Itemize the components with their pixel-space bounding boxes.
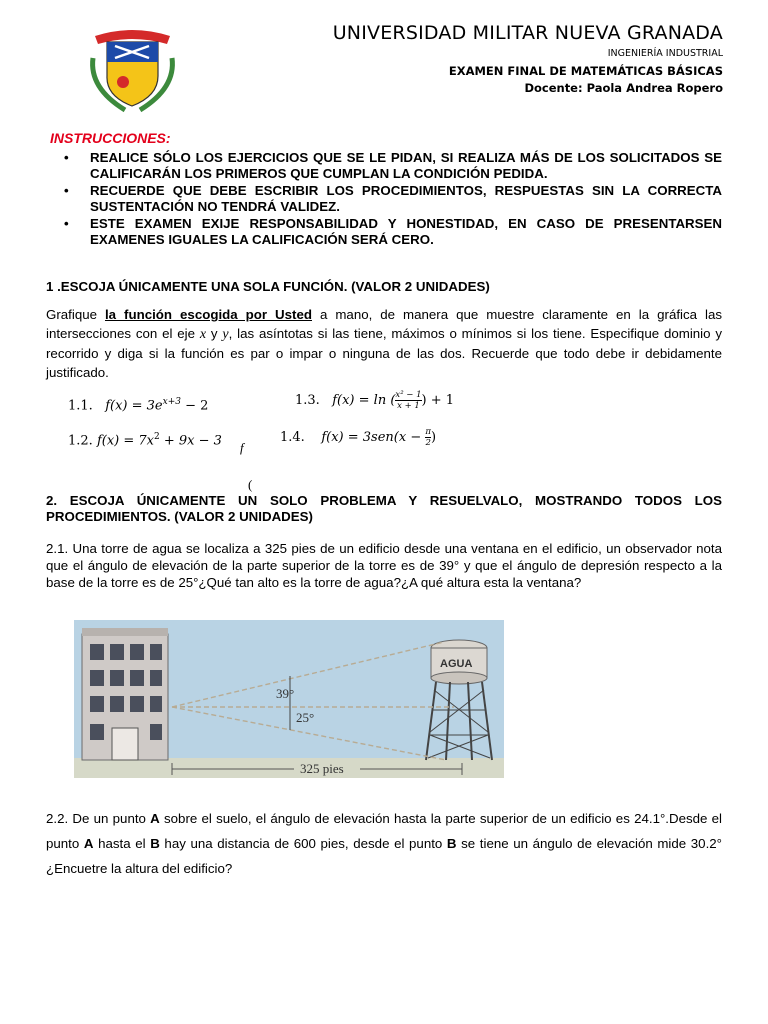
elevation-angle-label: 39° bbox=[276, 686, 295, 701]
function-1-1 bbox=[68, 397, 208, 413]
instructions-title: INSTRUCCIONES: bbox=[50, 130, 171, 146]
function-tail: ) bbox=[430, 430, 437, 445]
section1-title: 1 .ESCOJA ÚNICAMENTE UNA SOLA FUNCIÓN. (VALOR 2 UNIDADES) bbox=[46, 279, 490, 294]
function-1-2 bbox=[68, 432, 222, 448]
fraction-numerator: x² − 1 bbox=[395, 390, 422, 400]
function-tail: − 2 bbox=[180, 398, 209, 414]
function-expression: f(x) = 3e bbox=[105, 398, 163, 414]
depression-angle-label: 25° bbox=[296, 710, 315, 725]
stray-symbol-f: f bbox=[240, 440, 244, 455]
water-tower-figure bbox=[74, 620, 504, 778]
distance-label: 325 pies bbox=[300, 761, 344, 776]
math-var-x: x bbox=[199, 327, 207, 342]
point-label: B bbox=[446, 836, 457, 851]
function-number: 1.3. bbox=[295, 393, 320, 408]
problem-2-2 bbox=[46, 806, 722, 881]
exponent: x+3 bbox=[162, 397, 181, 407]
text: , las asíntotas si las tiene, máximos o mínimos si los tiene. Especifique dominio y recorrido y diga si la función es par o impar o ninguna de las dos. Recuerde que todo debe ir debidamente justificado. bbox=[46, 326, 723, 380]
problem-2-1: 2.1. Una torre de agua se localiza a 325 pies de un edificio desde una ventana en el edificio, un observador nota que el ángulo de elevación de la parte superior de la torre es de 39° y que el ángulo de depresión respecto a la base de la torre es de 25°¿Qué tan alto es la torre de agua?¿A qué altura esta la ventana? bbox=[46, 541, 722, 590]
function-number: 1.4. bbox=[280, 430, 305, 445]
math-var-y: y bbox=[222, 327, 229, 342]
university-name: UNIVERSIDAD MILITAR NUEVA GRANADA bbox=[332, 22, 723, 44]
function-expression: f(x) = 7x bbox=[96, 433, 154, 449]
department-name: INGENIERÍA INDUSTRIAL bbox=[607, 48, 723, 59]
function-expression: f(x) = 3sen(x − bbox=[321, 430, 426, 445]
section2-title: 2. ESCOJA ÚNICAMENTE UN SOLO PROBLEMA Y RESUELVALO, MOSTRANDO TODOS LOS PROCEDIMIENTOS. (VALOR 2 UNIDADES) bbox=[46, 493, 722, 524]
text: 2.2. De un punto bbox=[46, 811, 151, 826]
fraction-numerator: π bbox=[425, 427, 431, 437]
fraction-denominator: 2 bbox=[425, 438, 431, 448]
function-1-3 bbox=[295, 390, 454, 411]
function-tail: + 9x − 3 bbox=[159, 433, 222, 449]
exam-title: EXAMEN FINAL DE MATEMÁTICAS BÁSICAS bbox=[448, 64, 723, 78]
university-crest-logo bbox=[85, 18, 180, 118]
text: sobre el suelo, el ángulo de elevación hasta la parte superior de un edificio es 24.1°.Desde el punto bbox=[46, 811, 722, 851]
text: Grafique bbox=[46, 307, 105, 322]
tank-label: AGUA bbox=[440, 658, 473, 670]
section1-instructions bbox=[46, 305, 722, 382]
fraction-denominator: x + 1 bbox=[397, 401, 420, 411]
stray-symbol-paren: ( bbox=[248, 477, 253, 492]
text: hay una distancia de 600 pies, desde el punto bbox=[159, 836, 447, 851]
instruction-item: • ESTE EXAMEN EXIJE RESPONSABILIDAD Y HONESTIDAD, EN CASO DE PRESENTARSEN EXAMENES IGUALES LA CALIFICACIÓN SERÁ CERO. bbox=[62, 216, 722, 248]
point-label: B bbox=[150, 836, 160, 851]
function-expression: f(x) = ln ( bbox=[332, 393, 396, 408]
function-number: 1.2. bbox=[68, 433, 93, 449]
text: y bbox=[206, 326, 223, 341]
text: se tiene un ángulo de elevación mide 30.2° ¿Encuetre la altura del edificio? bbox=[46, 836, 722, 876]
function-1-4 bbox=[280, 427, 436, 448]
teacher-name: Docente: Paola Andrea Ropero bbox=[524, 81, 723, 95]
underlined-text: la función escogida por Usted bbox=[104, 307, 312, 322]
instruction-item: • RECUERDE QUE DEBE ESCRIBIR LOS PROCEDIMIENTOS, RESPUESTAS SIN LA CORRECTA SUSTENTACIÓN NO TENDRÁ VALIDEZ. bbox=[62, 183, 722, 215]
point-label: A bbox=[150, 811, 160, 826]
text: a mano, de manera que muestre claramente en la gráfica las intersecciones con el eje bbox=[46, 307, 722, 341]
exponent: 2 bbox=[154, 432, 160, 442]
instruction-item: • REALICE SÓLO LOS EJERCICIOS QUE SE LE PIDAN, SI REALIZA MÁS DE LOS SOLICITADOS SE CALIFICARÁN LOS PRIMEROS QUE CUMPLAN LA CONDICIÓN PEDIDA. bbox=[62, 150, 722, 182]
function-number: 1.1. bbox=[68, 398, 93, 414]
function-tail: ) + 1 bbox=[421, 393, 455, 408]
instructions-list bbox=[62, 150, 722, 249]
point-label: A bbox=[83, 836, 94, 851]
text: hasta el bbox=[93, 836, 151, 851]
